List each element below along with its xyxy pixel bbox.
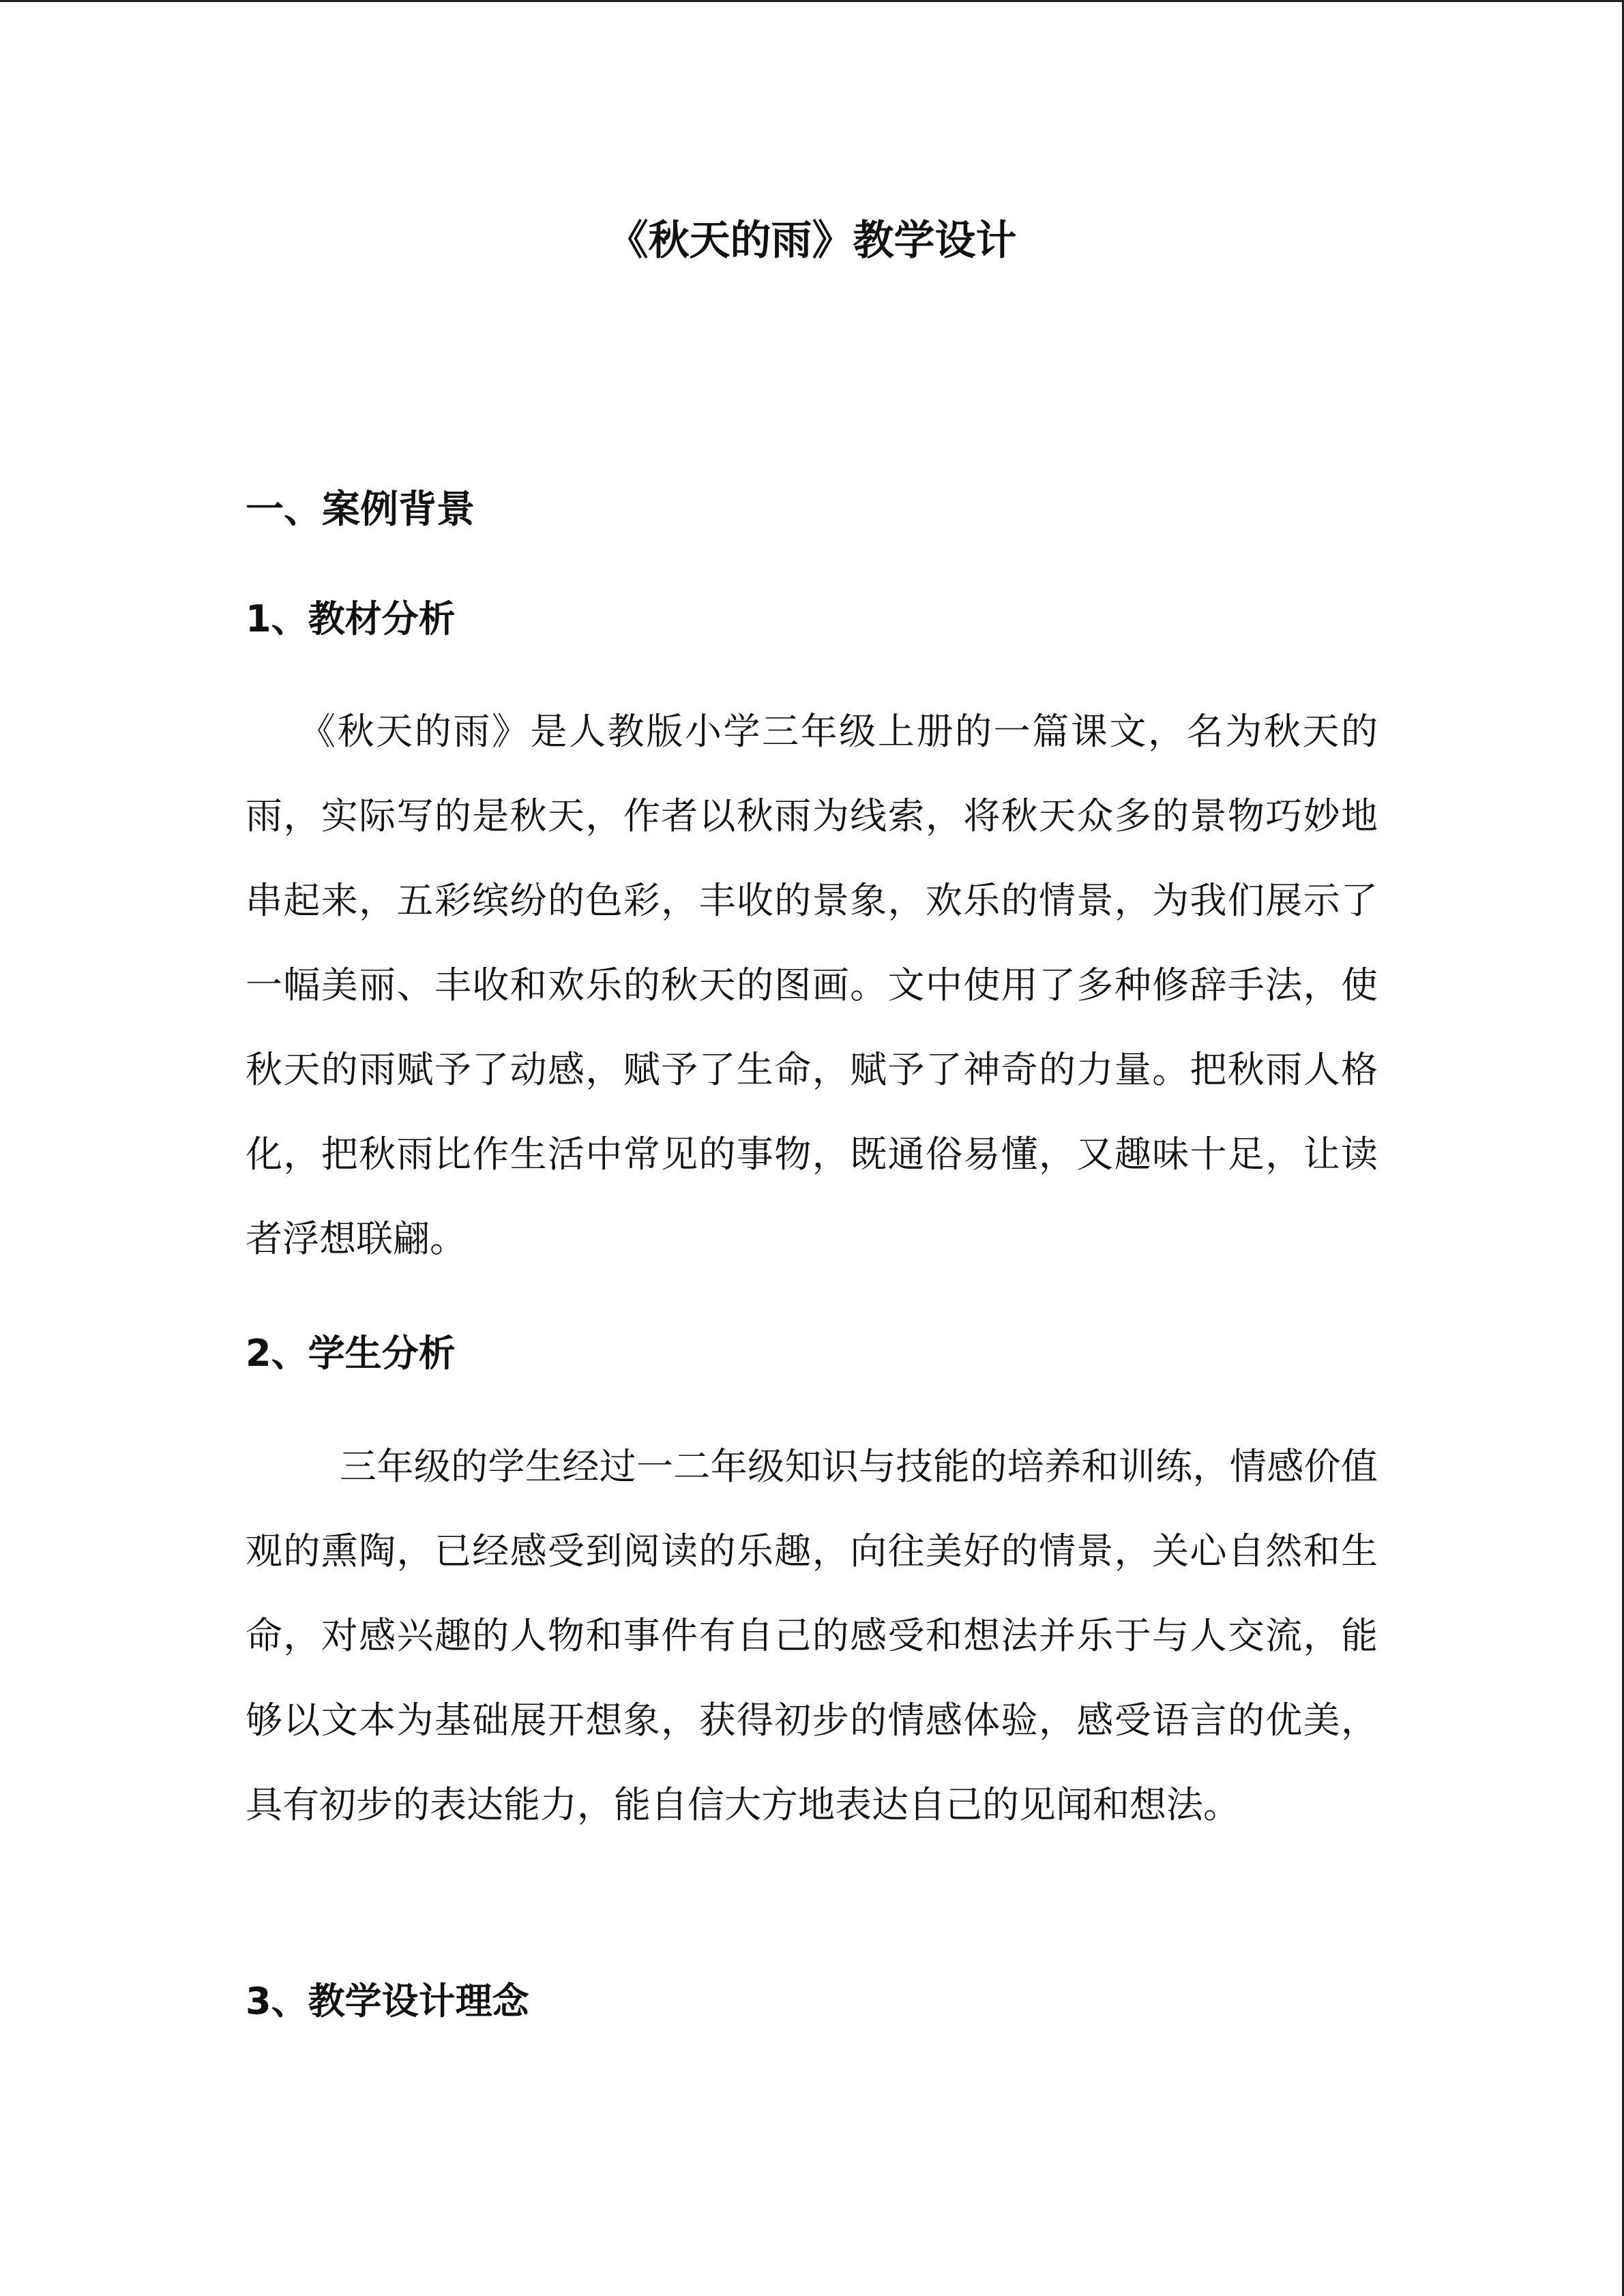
paragraph-student-analysis: 三年级的学生经过一二年级知识与技能的培养和训练，情感价值观的熏陶，已经感受到阅读的乐趣，向往美好的情景，关心自然和生命，对感兴趣的人物和事件有自己的感受和想法并乐于与人交流，能够以文本为基础展开想象，获得初步的情感体验，感受语言的优美，具有初步的表达能力，能自信大方地表达自己的见闻和想法。 (246, 1445, 1378, 1826)
subsection-heading-design-concept: 3、教学设计理念 (246, 1980, 529, 2023)
subsection-heading-student-analysis: 2、学生分析 (246, 1332, 456, 1375)
paragraph-textbook-analysis: 《秋天的雨》是人教版小学三年级上册的一篇课文，名为秋天的雨，实际写的是秋天，作者以秋雨为线索，将秋天众多的景物巧妙地串起来，五彩缤纷的色彩，丰收的景象，欢乐的情景，为我们展示了一幅美丽、丰收和欢乐的秋天的图画。文中使用了多种修辞手法，使秋天的雨赋予了动感，赋予了生命，赋予了神奇的力量。把秋雨人格化，把秋雨比作生活中常见的事物，既通俗易懂，又趣味十足，让读者浮想联翩。 (246, 710, 1378, 1260)
section-heading-case-background: 一、案例背景 (246, 488, 475, 532)
document-title: 《秋天的雨》教学设计 (607, 217, 1017, 265)
subsection-heading-textbook-analysis: 1、教材分析 (246, 597, 456, 640)
